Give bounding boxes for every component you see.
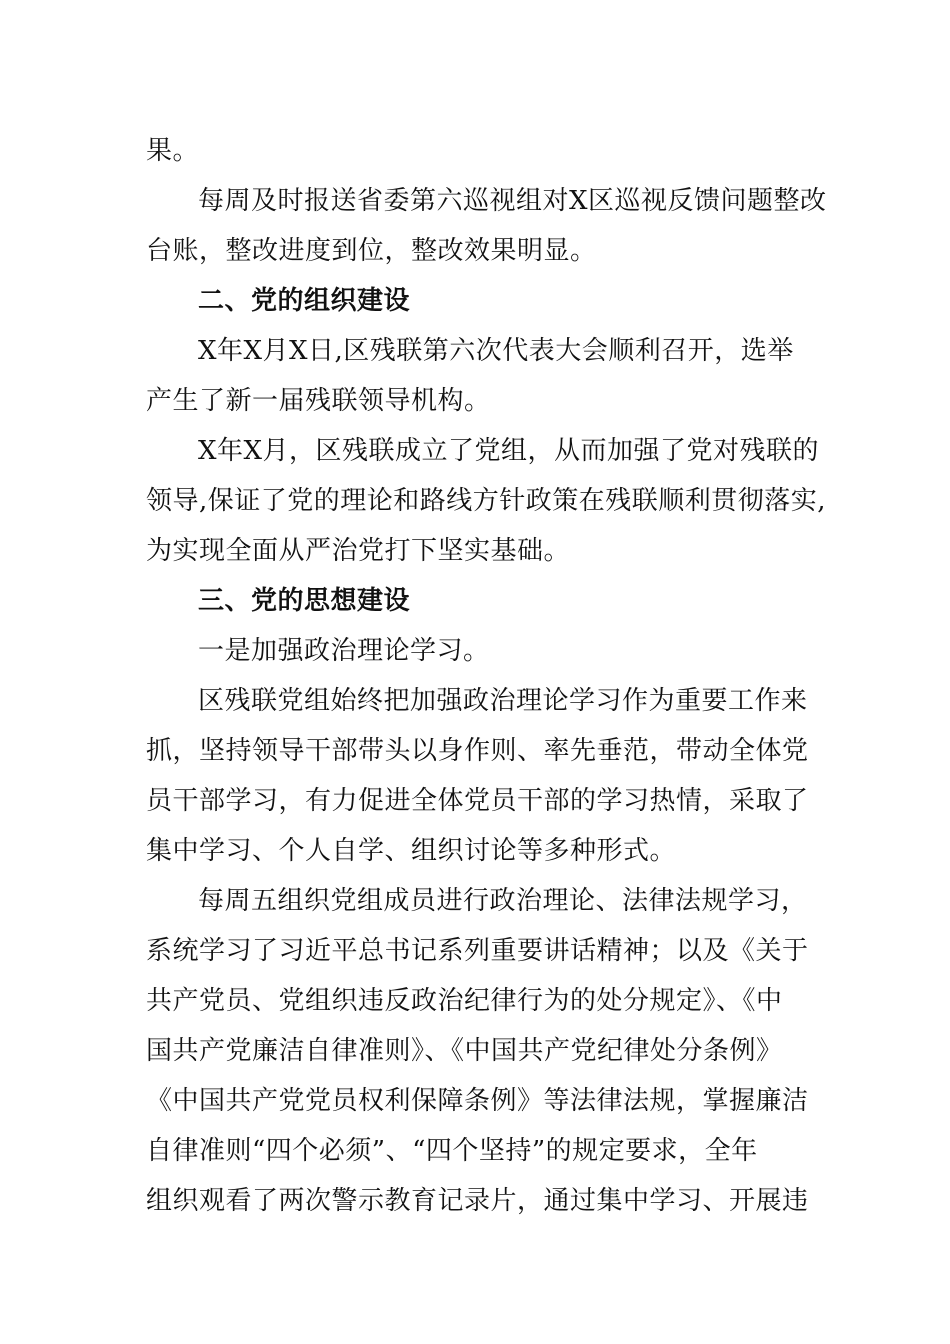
paragraph-line: 每周及时报送省委第六巡视组对X区巡视反馈问题整改	[198, 186, 827, 216]
text-line: 组织观看了两次警示教育记录片，通过集中学习、开展违	[146, 1186, 809, 1216]
text-line: 果。	[146, 136, 200, 166]
paragraph-line: X年X月X日,区残联第六次代表大会顺利召开，选举	[198, 336, 794, 366]
text-line: 台账，整改进度到位，整改效果明显。	[146, 236, 597, 266]
paragraph-line: X年X月，区残联成立了党组，从而加强了党对残联的	[198, 436, 820, 466]
text-line: 产生了新一届残联领导机构。	[146, 386, 491, 416]
text-line: 集中学习、个人自学、组织讨论等多种形式。	[146, 836, 677, 866]
text-line: 自律准则“四个必须”、“四个坚持”的规定要求，全年	[146, 1136, 758, 1166]
section-heading: 三、党的思想建设	[198, 586, 411, 616]
text-line: 员干部学习，有力促进全体党员干部的学习热情，采取了	[146, 786, 809, 816]
paragraph-line: 区残联党组始终把加强政治理论学习作为重要工作来	[198, 686, 808, 716]
paragraph-line: 每周五组织党组成员进行政治理论、法律法规学习，	[198, 886, 808, 916]
text-line: 《中国共产党党员权利保障条例》等法律法规，掌握廉洁	[146, 1086, 809, 1116]
text-line: 国共产党廉洁自律准则》、《中国共产党纪律处分条例》	[146, 1036, 783, 1066]
text-line: 系统学习了习近平总书记系列重要讲话精神；以及《关于	[146, 936, 809, 966]
text-line: 抓，坚持领导干部带头以身作则、率先垂范，带动全体党	[146, 736, 809, 766]
text-line: 为实现全面从严治党打下坚实基础。	[146, 536, 571, 566]
text-line: 领导,保证了党的理论和路线方针政策在残联顺利贯彻落实,	[146, 486, 827, 516]
text-line: 共产党员、党组织违反政治纪律行为的处分规定》、《中	[146, 986, 783, 1016]
section-heading: 二、党的组织建设	[198, 286, 411, 316]
paragraph-line: 一是加强政治理论学习。	[198, 636, 490, 666]
